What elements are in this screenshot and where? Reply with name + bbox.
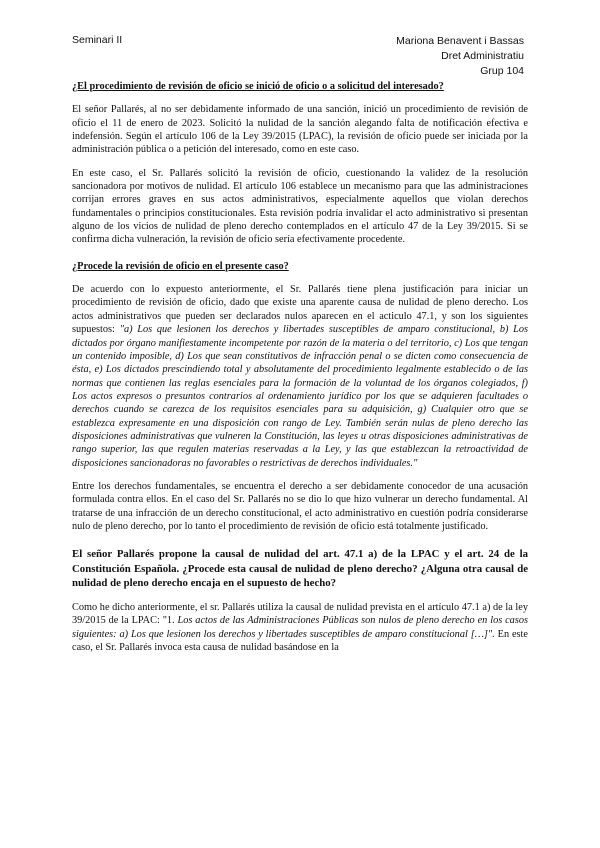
paragraph-3 xyxy=(72,283,528,470)
paragraph-3-lead: De acuerdo con lo expuesto anteriormente, el Sr. Pallarés tiene plena justificación para iniciar un procedimiento de revisión de oficio, dado que existe una aparente causa de nulidad de pleno derecho. Los actos administrativos que pueden ser declarados nulos aparecen en el acticulo 47.1, y son los siguientes supuestos: xyxy=(72,284,528,336)
paragraph-5-tail: En este caso, el Sr. Pallarés invoca esta causa de nulidad basándose en la xyxy=(72,628,528,653)
paragraph-2: En este caso, el Sr. Pallarés solicitó la revisión de oficio, cuestionando la validez de la resolución sancionadora por motivos de nulidad. El artículo 106 establece un mecanismo para que las administraciones corrijan errores graves en sus actos administrativos, especialmente aquellos que violan derechos fundamentales o principios constitucionales. Esta revisión podría invalidar el acto administrativo si presentan alguno de los vicios de nulidad de pleno derecho contemplados en el artículo 47 de la Ley 39/2015. Si se confirma dicha vulneración, la revisión de oficio sería efectivamente procedente. xyxy=(72,167,528,246)
paragraph-1: El señor Pallarés, al no ser debidamente informado de una sanción, inició un procedimiento de revisión de oficio el 11 de enero de 2023. Solicitó la nulidad de la sanción alegando falta de notificación efectiva e indefensión. Según el artículo 106 de la Ley 39/2015 (LPAC), la revisión de oficio puede ser iniciada por la administración pública o a petición del interesado, como en este caso. xyxy=(72,104,528,156)
header-course: Seminari II xyxy=(72,34,123,46)
article-47-quote: "a) Los que lesionen los derechos y libertades susceptibles de amparo constitucional, b) Los dictados por órgano manifiestamente incompetente por razón de la materia o del territorio, c) Los que tengan un contenido imposible, d) Los que sean constitutivos de infracción penal o se dicten como consecuencia de ésta, e) Los dictados prescindiendo total y absolutamente del procedimiento legalmente establecido o de las normas que contienen las reglas esenciales para la formación de la voluntad de los órganos colegiados, f) Los actos expresos o presuntos contrarios al ordenamiento jurídico por los que se adquieren facultades o derechos cuando se carezca de los requisitos esenciales para su adquisición, g) Cualquier otro que se establezca expresamente en una disposición con rango de Ley. También serán nulas de pleno derecho las disposiciones administrativas que vulneren la Constitución, las leyes u otras disposiciones administrativas de rango superior, las que regulen materias reservadas a la Ley, y las que establezcan la retroactividad de disposiciones sancionadoras no favorables o restrictivas de derechos individuales." xyxy=(72,324,529,469)
header-subject: Dret Administratiu xyxy=(441,50,524,62)
paragraph-4: Entre los derechos fundamentales, se encuentra el derecho a ser debidamente conocedor de una acusación formulada contra ellos. En el caso del Sr. Pallarés no se dio lo que hizo vulnerar un derecho fundamental. Al tratarse de una infracción de un derecho constitucional, el acto administrativo en cuestión podría considerarse nulo de pleno derecho, por lo tanto el procedimiento de revisión de oficio está totalmente justificado. xyxy=(72,480,528,532)
question-2-heading: ¿Procede la revisión de oficio en el presente caso? xyxy=(72,260,289,272)
header-author-block xyxy=(396,34,524,79)
paragraph-5 xyxy=(72,601,528,654)
question-1-heading: ¿El procedimiento de revisión de oficio se inició de oficio o a solicitud del interesado? xyxy=(72,81,444,92)
question-3-heading: El señor Pallarés propone la causal de nulidad del art. 47.1 a) de la LPAC y el art. 24 de la Constitución Española. ¿Procede esta causal de nulidad de pleno derecho? ¿Alguna otra causal de nulidad de pleno derecho encaja en el supuesto de hecho? xyxy=(72,548,528,590)
header-group: Grup 104 xyxy=(480,65,524,77)
paragraph-5-lead: Como he dicho anteriormente, el sr. Pallarés utiliza la causal de nulidad prevista en el artículo 47.1 a) de la ley 39/2015 de la LPAC: "1. xyxy=(72,601,528,627)
article-47-1a-quote: Los actos de las Administraciones Públicas son nulos de pleno derecho en los casos siguientes: a) Los que lesionen los derechos y libertades susceptibles de amparo constitucional […]". xyxy=(72,615,528,640)
document-body xyxy=(72,80,528,664)
header-author-name: Mariona Benavent i Bassas xyxy=(396,35,524,47)
